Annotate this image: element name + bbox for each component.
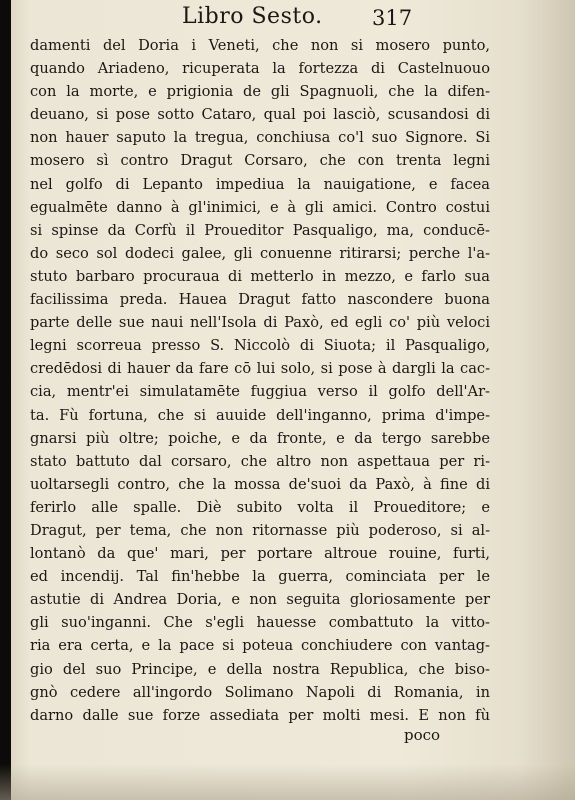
- text-line: quando Ariadeno, ricuperata la fortezza di Castelnuouo: [30, 60, 490, 78]
- text-line: uoltarsegli contro, che la mossa de'suoi da Paxò, à fine di: [30, 475, 490, 493]
- text-line: parte delle sue naui nell'Isola di Paxò, ed egli co' più veloci: [30, 314, 490, 332]
- text-line: facilissima preda. Hauea Dragut fatto nascondere buona: [30, 291, 490, 309]
- page-number: 317: [372, 6, 413, 30]
- text-line: astutie di Andrea Doria, e non seguita gloriosamente per: [30, 591, 490, 609]
- text-line: Dragut, per tema, che non ritornasse più poderoso, si al-: [30, 521, 490, 539]
- text-line: damenti del Doria i Veneti, che non si mosero punto,: [30, 37, 490, 54]
- text-line: nel golfo di Lepanto impediua la nauigatione, e facea: [30, 175, 490, 193]
- text-line: non hauer saputo la tregua, conchiusa co'l suo Signore. Si: [30, 129, 490, 147]
- text-line: con la morte, e prigionia de gli Spagnuoli, che la difen-: [30, 83, 490, 101]
- text-line: ta. Fù fortuna, che si auuide dell'inganno, prima d'impe-: [30, 406, 490, 424]
- text-line: do seco sol dodeci galee, gli conuenne ritirarsi; perche l'a-: [30, 244, 490, 262]
- text-line: darno dalle sue forze assediata per molti mesi. E non fù: [30, 706, 490, 724]
- catchword: poco: [404, 726, 441, 744]
- text-line: si spinse da Corfù il Proueditor Pasqualigo, ma, conducē-: [30, 221, 490, 239]
- text-line: gli suo'inganni. Che s'egli hauesse combattuto la vitto-: [30, 614, 490, 632]
- text-line: ferirlo alle spalle. Diè subito volta il Proueditore; e: [30, 498, 490, 516]
- page-header: [0, 2, 575, 32]
- text-line: mosero sì contro Dragut Corsaro, che con trenta legni: [30, 152, 490, 170]
- text-line: deuano, si pose sotto Cataro, qual poi lasciò, scusandosi di: [30, 106, 490, 124]
- text-line: legni scorreua presso S. Niccolò di Siuota; il Pasqualigo,: [30, 337, 490, 355]
- running-head: Libro Sesto.: [182, 4, 323, 29]
- page-bottom-shadow: [0, 764, 575, 800]
- text-line: gio del suo Principe, e della nostra Republica, che biso-: [30, 660, 490, 678]
- text-line: credēdosi di hauer da fare cō lui solo, si pose à dargli la cac-: [30, 360, 490, 378]
- page-gutter-shadow: [0, 0, 11, 800]
- text-line: lontanò da que' mari, per portare altroue rouine, furti,: [30, 545, 490, 563]
- text-line: stuto barbaro procuraua di metterlo in mezzo, e farlo sua: [30, 267, 490, 285]
- text-line: gnò cedere all'ingordo Solimano Napoli di Romania, in: [30, 683, 490, 701]
- text-line: ria era certa, e la pace si poteua conchiudere con vantag-: [30, 637, 490, 655]
- text-line: cia, mentr'ei simulatamēte fuggiua verso il golfo dell'Ar-: [30, 383, 490, 401]
- text-line: stato battuto dal corsaro, che altro non aspettaua per ri-: [30, 452, 490, 470]
- body-text: [30, 34, 490, 727]
- text-line: gnarsi più oltre; poiche, e da fronte, e da tergo sarebbe: [30, 429, 490, 447]
- text-line: ed incendij. Tal fin'hebbe la guerra, cominciata per le: [30, 568, 490, 586]
- text-line: egualmēte danno à gl'inimici, e à gli amici. Contro costui: [30, 198, 490, 216]
